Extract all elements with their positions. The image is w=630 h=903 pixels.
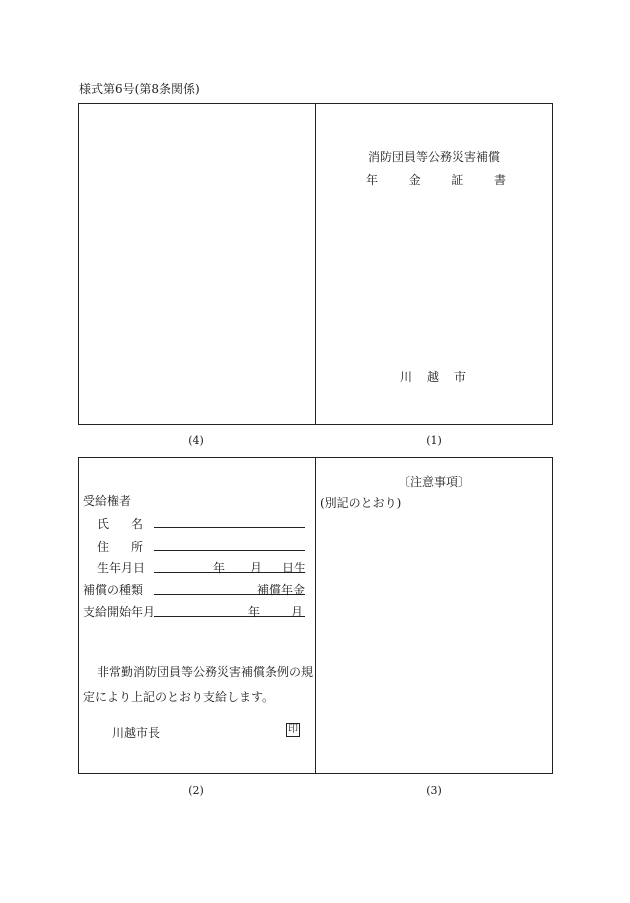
payment-start-month-unit: 月 (291, 605, 304, 619)
notes-body: (別記のとおり) (320, 496, 402, 510)
statement-line-2: 定により上記のとおり支給します。 (83, 690, 275, 704)
seal-mark: 印 (288, 724, 298, 735)
benefit-type-value: 補償年金 (257, 583, 306, 597)
birth-day-unit: 日生 (282, 561, 307, 575)
form-title: 様式第6号(第8条関係) (79, 82, 200, 96)
address-field-line (154, 550, 305, 551)
certificate-title-line1: 消防団員等公務災害補償 (367, 150, 500, 164)
name-field-line (154, 527, 305, 528)
name-label: 氏 名 (97, 517, 143, 531)
caption-panel-2: (2) (188, 784, 204, 797)
certificate-title-char: 書 (493, 173, 506, 187)
recipient-heading: 受給権者 (83, 494, 132, 508)
city-char: 市 (453, 370, 466, 384)
certificate-title-char: 年 (366, 173, 379, 187)
caption-panel-1: (1) (426, 434, 442, 447)
mayor-title: 川越市長 (112, 726, 161, 740)
caption-panel-4: (4) (188, 434, 204, 447)
certificate-title-line2 (366, 171, 506, 188)
payment-start-label: 支給開始年月 (83, 605, 156, 619)
issuing-city (400, 368, 466, 385)
birth-year-unit: 年 (213, 561, 226, 575)
birth-month-unit: 月 (250, 561, 263, 575)
benefit-type-label: 補償の種類 (83, 583, 144, 597)
statement-line-1: 非常勤消防団員等公務災害補償条例の規 (97, 665, 314, 679)
caption-panel-3: (3) (426, 784, 442, 797)
payment-start-year-unit: 年 (248, 605, 261, 619)
certificate-title-char: 金 (408, 173, 421, 187)
city-char: 越 (426, 370, 439, 384)
bottom-sheet-divider (315, 457, 316, 774)
notes-heading: 〔注意事項〕 (397, 475, 470, 489)
address-label: 住 所 (97, 540, 143, 554)
city-char: 川 (400, 370, 413, 384)
payment-start-field-line (154, 616, 305, 617)
birth-date-label: 生年月日 (97, 561, 146, 575)
certificate-title-char: 証 (451, 173, 464, 187)
